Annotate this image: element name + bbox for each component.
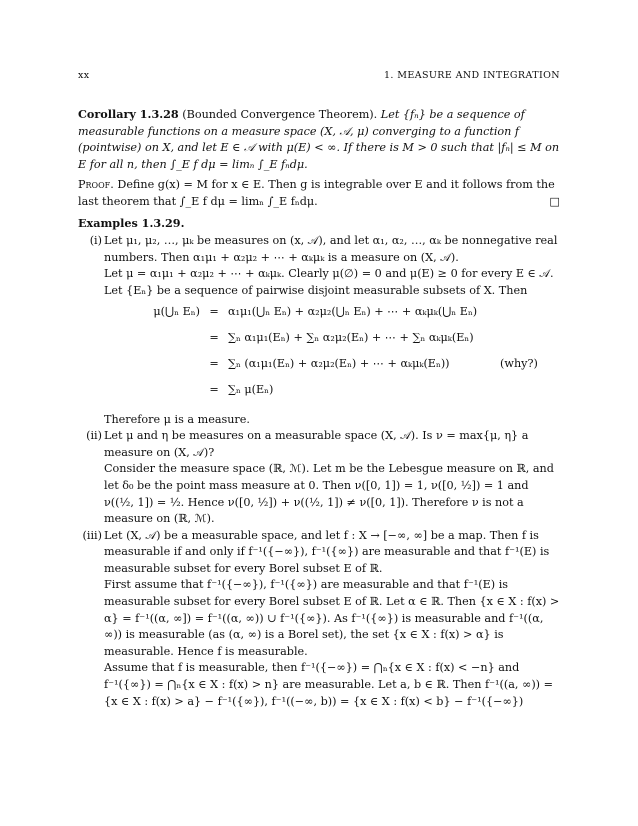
equation-rhs: α₁μ₁(⋃ₙ Eₙ) + α₂μ₂(⋃ₙ Eₙ) + ⋯ + αₖμₖ(⋃ₙ Eₙ) <box>228 304 478 318</box>
item-paragraph: Let μ₁, μ₂, …, μₖ be measures on (x, 𝒜), and let α₁, α₂, …, αₖ be nonnegative real numbers. Then α₁μ₁ + α₂μ₂ + ⋯ + αₖμₖ is a measure on (X, 𝒜). <box>104 234 558 264</box>
item-paragraph: Consider the measure space (ℝ, ℳ). Let m be the Lebesgue measure on ℝ, and let δ₀ be the point mass measure at 0. Then ν([0, 1]) = 1, ν([0, ½]) = 1 and ν((½, 1]) = ½. Hence ν([0, ½]) + ν((½, 1]) ≠ ν([0, 1]). Therefore ν is not a measure on (ℝ, ℳ). <box>104 462 554 526</box>
header-chapter-title: 1. MEASURE AND INTEGRATION <box>383 70 560 81</box>
item-paragraph: Let {Eₙ} be a sequence of pairwise disjoint measurable subsets of X. Then <box>104 283 528 297</box>
item-paragraph: Therefore μ is a measure. <box>104 412 250 426</box>
qed-symbol: □ <box>549 194 560 208</box>
item-label: (iii) <box>82 528 102 542</box>
item-label: (ii) <box>86 429 102 443</box>
item-paragraph: Let μ = α₁μ₁ + α₂μ₂ + ⋯ + αₖμₖ. Clearly μ(∅) = 0 and μ(E) ≥ 0 for every E ∈ 𝒜. <box>104 267 554 281</box>
item-paragraph: Let (X, 𝒜) be a measurable space, and let f : X → [−∞, ∞] be a map. Then f is measurable if and only if f⁻¹({−∞}), f⁻¹({∞}) are measurable and that f⁻¹(E) is measurable subset for every Borel subset E of ℝ. <box>104 528 550 575</box>
equation-row <box>104 330 560 356</box>
equation-rhs: ∑ₙ α₁μ₁(Eₙ) + ∑ₙ α₂μ₂(Eₙ) + ⋯ + ∑ₙ αₖμₖ(Eₙ) <box>228 330 474 344</box>
example-item-ii <box>78 428 560 528</box>
proof-label: Proof. <box>78 178 114 192</box>
proof-text: Define g(x) = M for x ∈ E. Then g is integrable over E and it follows from the last theorem that ∫_E f dμ = limₙ ∫_E fₙdμ. <box>78 178 555 208</box>
equals-sign: = <box>209 330 219 344</box>
equation-rhs: ∑ₙ μ(Eₙ) <box>228 382 274 396</box>
item-paragraph: Let μ and η be measures on a measurable space (X, 𝒜). Is ν = max{μ, η} a measure on (X, 𝒜)? <box>104 429 529 459</box>
corollary <box>78 106 560 173</box>
item-paragraph: Assume that f is measurable, then f⁻¹({−∞}) = ⋂ₙ{x ∈ X : f(x) < −n} and f⁻¹({∞}) = ⋂ₙ{x ∈ X : f(x) > n} are measurable. Let a, b ∈ ℝ. Then f⁻¹((a, ∞)) = {x ∈ X : f(x) > a} − f⁻¹({∞}), f⁻¹((−∞, b)) = {x ∈ X : f(x) < b} − f⁻¹({−∞}) <box>104 661 553 708</box>
corollary-statement: Let {fₙ} be a sequence of measurable functions on a measure space (X, 𝒜, μ) converging to a function f (pointwise) on X, and let E ∈ 𝒜 with μ(E) < ∞. If there is M > 0 such that |fₙ| ≤ M on E for all n, then ∫_E f dμ = limₙ ∫_E fₙdμ. <box>78 108 560 171</box>
equation-rhs: ∑ₙ (α₁μ₁(Eₙ) + α₂μ₂(Eₙ) + ⋯ + αₖμₖ(Eₙ)) <box>228 356 450 370</box>
equation-row <box>104 382 560 408</box>
example-item-i <box>78 233 560 428</box>
display-equation <box>104 304 560 408</box>
examples-heading: Examples 1.3.29. <box>78 215 185 230</box>
equation-row <box>104 356 560 382</box>
proof <box>78 177 560 210</box>
equals-sign: = <box>209 304 219 318</box>
corollary-label: Corollary 1.3.28 <box>78 107 179 121</box>
equation-row <box>104 304 560 330</box>
header-page-number: xx <box>78 70 90 81</box>
equation-note: (why?) <box>500 356 538 370</box>
item-paragraph: First assume that f⁻¹({−∞}), f⁻¹({∞}) are measurable and that f⁻¹(E) is measurable subset for every Borel subset E of ℝ. Let α ∈ ℝ. Then {x ∈ X : f(x) > α} = f⁻¹((α, ∞]) = f⁻¹((α, ∞)) ∪ f⁻¹({∞}). As f⁻¹({∞}) is measurable and f⁻¹((α, ∞)) is measurable (as (α, ∞) is a Borel set), the set {x ∈ X : f(x) > α} is measurable. Hence f is measurable. <box>104 578 560 658</box>
page-body <box>78 106 560 710</box>
equals-sign: = <box>209 356 219 370</box>
example-item-iii <box>78 528 560 711</box>
corollary-name: (Bounded Convergence Theorem). <box>182 108 378 121</box>
equation-lhs: μ(⋃ₙ Eₙ) <box>153 304 200 318</box>
item-label: (i) <box>89 234 102 248</box>
equals-sign: = <box>209 382 219 396</box>
